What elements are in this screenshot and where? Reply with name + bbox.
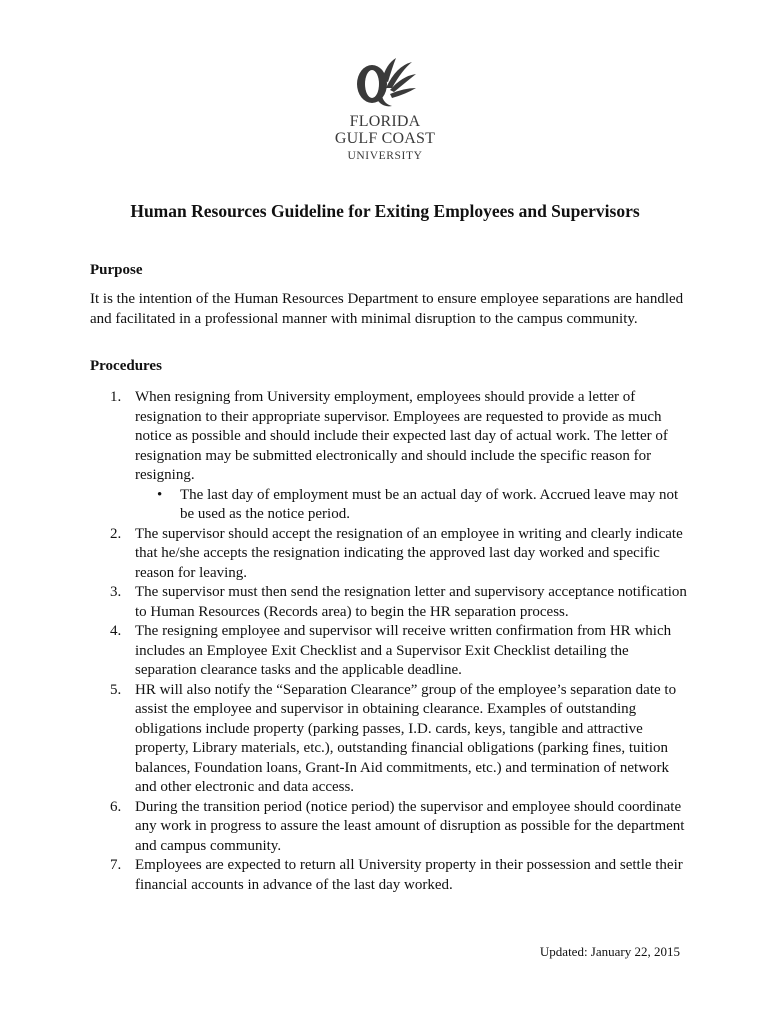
purpose-paragraph: It is the intention of the Human Resources Department to ensure employee separations are handled and facilitated in a professional manner with minimal disruption to the campus community. bbox=[90, 291, 684, 327]
procedure-sub-item bbox=[135, 486, 690, 525]
university-logo bbox=[330, 58, 440, 168]
procedure-sub-text: The last day of employment must be an actual day of work. Accrued leave may not be used as the notice period. bbox=[180, 486, 679, 522]
procedure-text: Employees are expected to return all University property in their possession and settle their financial accounts in advance of the last day worked. bbox=[135, 857, 683, 893]
procedures-heading: Procedures bbox=[90, 358, 162, 374]
procedure-text: HR will also notify the “Separation Clearance” group of the employee’s separation date to assist the employee and supervisor in obtaining clearance. Examples of outstanding obligations include property (parking passes, I.D. cards, keys, tangible and attractive property, Library materials, etc.), outstanding financial obligations (parking fines, tuition balances, Foundation loans, Grant-In Aid commitments, etc.) and termination of network and other electronic and data access. bbox=[135, 681, 677, 795]
procedure-number: 3. bbox=[110, 584, 122, 600]
procedure-text: During the transition period (notice period) the supervisor and employee should coordinate any work in progress to assure the least amount of disruption as possible for the department and campus community. bbox=[135, 798, 685, 854]
procedure-item-6 bbox=[90, 798, 690, 857]
procedure-text: When resigning from University employment, employees should provide a letter of resignation to their appropriate supervisor. Employees are requested to provide as much notice as possible and should include their expected last day of actual work. The letter of resignation may be submitted electronically and should include the specific reason for resigning. bbox=[135, 389, 668, 483]
procedure-item-2 bbox=[90, 525, 690, 584]
procedure-number: 4. bbox=[110, 623, 122, 639]
fgcu-q-palm-logo-icon bbox=[352, 58, 418, 112]
procedure-item-7 bbox=[90, 856, 690, 895]
bullet-icon: • bbox=[157, 486, 163, 503]
procedure-number: 2. bbox=[110, 525, 122, 542]
logo-text-university: UNIVERSITY bbox=[347, 150, 423, 162]
logo-text-florida: FLORIDA bbox=[349, 113, 421, 130]
document-title: Human Resources Guideline for Exiting Employees and Supervisors bbox=[130, 201, 640, 221]
procedure-text: The supervisor should accept the resignation of an employee in writing and clearly indicate that he/she accepts the resignation indicating the approved last day worked and specific reason for leaving. bbox=[135, 525, 683, 581]
procedures-list bbox=[90, 388, 690, 895]
procedure-item-5 bbox=[90, 681, 690, 798]
procedure-item-3 bbox=[90, 583, 690, 622]
procedure-item-4 bbox=[90, 622, 690, 681]
procedure-sub-list bbox=[135, 486, 690, 525]
procedure-number: 6. bbox=[110, 798, 122, 815]
procedure-text: The supervisor must then send the resignation letter and supervisory acceptance notification to Human Resources (Records area) to begin the HR separation process. bbox=[135, 584, 687, 620]
procedure-number: 1. bbox=[110, 389, 122, 405]
procedure-number: 7. bbox=[110, 857, 122, 873]
logo-text-gulf-coast: GULF COAST bbox=[334, 130, 436, 147]
procedure-item-1 bbox=[90, 388, 690, 525]
purpose-heading: Purpose bbox=[90, 262, 143, 278]
procedure-number: 5. bbox=[110, 681, 122, 698]
updated-date: Updated: January 22, 2015 bbox=[539, 944, 680, 959]
procedure-text: The resigning employee and supervisor will receive written confirmation from HR which includes an Employee Exit Checklist and a Supervisor Exit Checklist detailing the separation clearance tasks and the applicable deadline. bbox=[135, 623, 672, 678]
